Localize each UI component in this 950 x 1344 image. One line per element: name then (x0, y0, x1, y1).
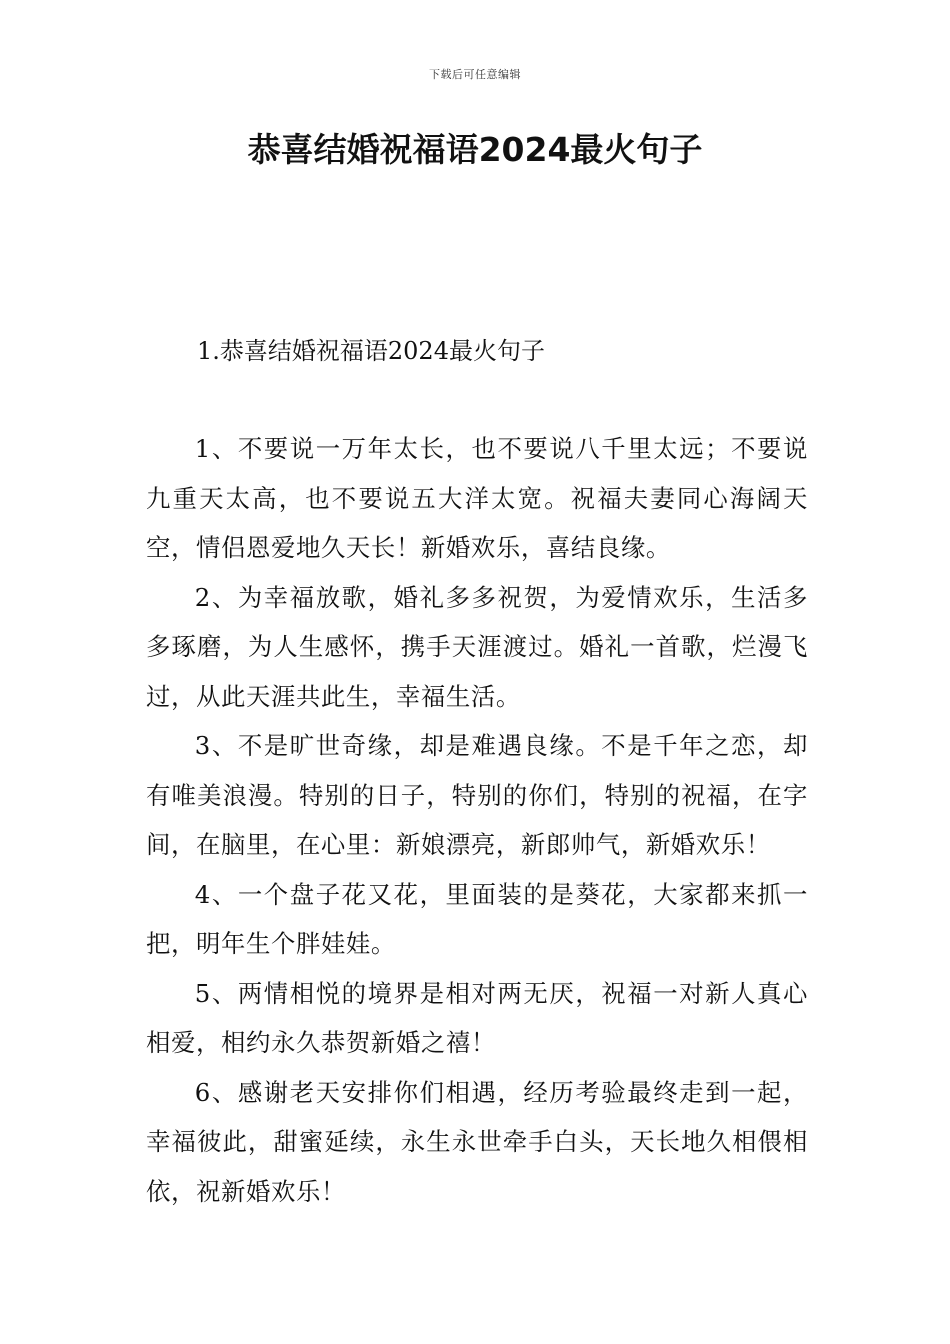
document-body (146, 424, 808, 1216)
paragraph: 1、不要说一万年太长，也不要说八千里太远；不要说九重天太高，也不要说五大洋太宽。祝福夫妻同心海阔天空，情侣恩爱地久天长！新婚欢乐，喜结良缘。 (146, 434, 808, 562)
paragraph: 5、两情相悦的境界是相对两无厌，祝福一对新人真心相爱，相约永久恭贺新婚之禧！ (146, 978, 808, 1057)
paragraph: 2、为幸福放歌，婚礼多多祝贺，为爱情欢乐，生活多多琢磨，为人生感怀，携手天涯渡过。婚礼一首歌，烂漫飞过，从此天涯共此生，幸福生活。 (146, 582, 808, 711)
section-heading: 1.恭喜结婚祝福语2024最火句子 (197, 337, 545, 365)
paragraph: 6、感谢老天安排你们相遇，经历考验最终走到一起，幸福彼此，甜蜜延续，永生永世牵手白头，天长地久相偎相依，祝新婚欢乐！ (146, 1077, 808, 1206)
header-note: 下载后可任意编辑 (429, 68, 521, 81)
paragraph: 4、一个盘子花又花，里面装的是葵花，大家都来抓一把，明年生个胖娃娃。 (146, 879, 808, 958)
document-title: 恭喜结婚祝福语2024最火句子 (247, 130, 703, 169)
paragraph: 3、不是旷世奇缘，却是难遇良缘。不是千年之恋，却有唯美浪漫。特别的日子，特别的你们，特别的祝福，在字间，在脑里，在心里：新娘漂亮，新郎帅气，新婚欢乐！ (146, 731, 808, 859)
